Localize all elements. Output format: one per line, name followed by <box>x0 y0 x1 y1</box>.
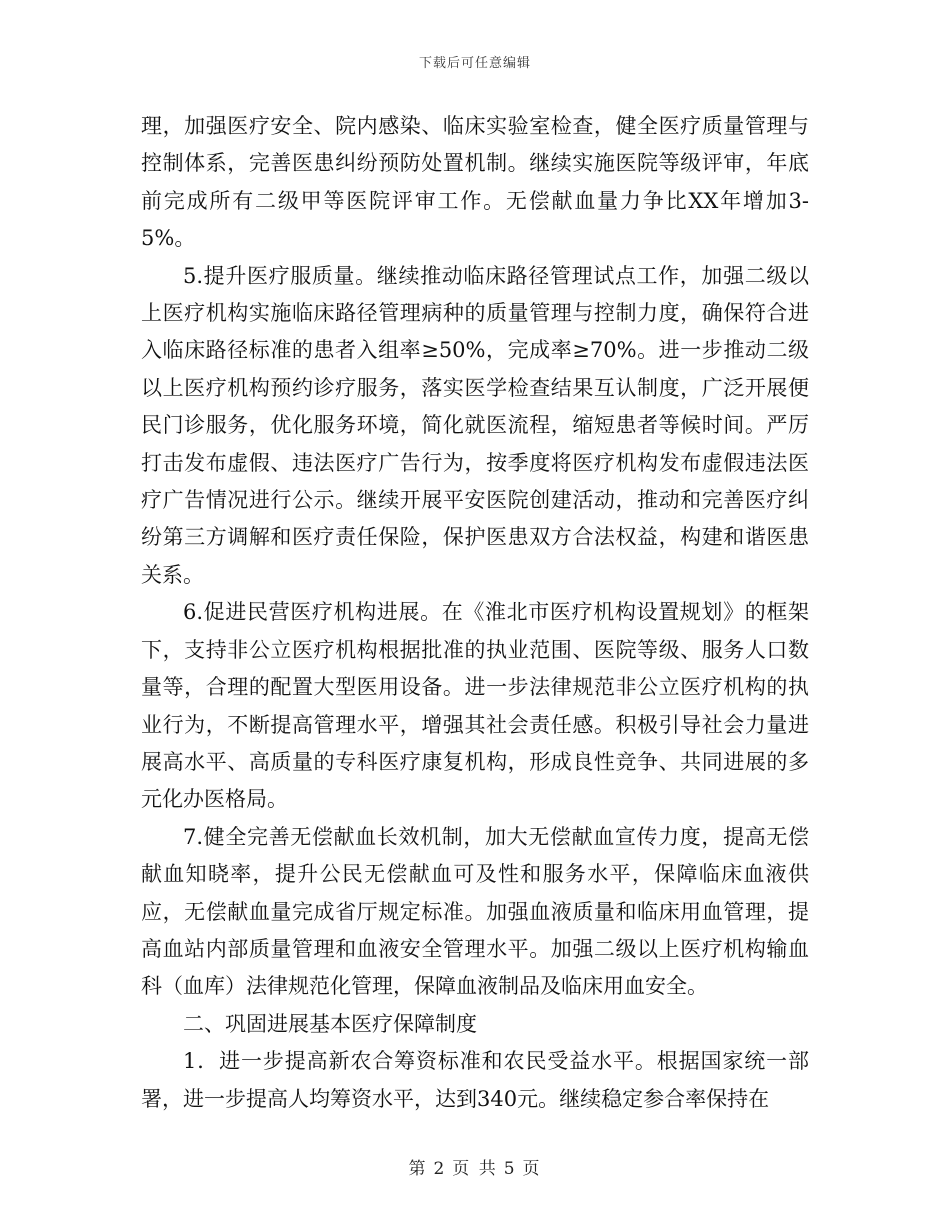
current-page-number: 2 <box>433 1159 447 1179</box>
page-footer <box>0 1154 950 1179</box>
total-page-number: 5 <box>503 1159 517 1179</box>
paragraph-item-5: 5.提升医疗服质量。继续推动临床路径管理试点工作，加强二级以上医疗机构实施临床路径管理病种的质量管理与控制力度，确保符合进入临床路径标准的患者入组率≥50%，完成率≥70%。进一步推动二级以上医疗机构预约诊疗服务，落实医学检查结果互认制度，广泛开展便民门诊服务，优化服务环境，简化就医流程，缩短患者等候时间。严厉打击发布虚假、违法医疗广告行为，按季度将医疗机构发布虚假违法医疗广告情况进行公示。继续开展平安医院创建活动，推动和完善医疗纠纷第三方调解和医疗责任保险，保护医患双方合法权益，构建和谐医患关系。 <box>141 263 809 587</box>
footer-prefix: 第 <box>408 1159 428 1179</box>
footer-middle: 页 共 <box>452 1159 498 1179</box>
section-heading: 二、巩固进展基本医疗保障制度 <box>183 1011 477 1036</box>
page-header: 下载后可任意编辑 <box>418 56 531 71</box>
paragraph-item-7: 7.健全完善无偿献血长效机制，加大无偿献血宣传力度，提高无偿献血知晓率，提升公民无偿献血可及性和服务水平，保障临床血液供应，无偿献血量完成省厅规定标准。加强血液质量和临床用血管理，提高血站内部质量管理和血液安全管理水平。加强二级以上医疗机构输血科（血库）法律规范化管理，保障血液制品及临床用血安全。 <box>141 824 809 999</box>
document-body <box>141 108 809 1118</box>
paragraph-item-1: 1．进一步提高新农合筹资标准和农民受益水平。根据国家统一部署，进一步提高人均筹资水平，达到340元。继续稳定参合率保持在 <box>141 1049 809 1111</box>
paragraph-item-6: 6.促进民营医疗机构进展。在《淮北市医疗机构设置规划》的框架下，支持非公立医疗机构根据批准的执业范围、医院等级、服务人口数量等，合理的配置大型医用设备。进一步法律规范非公立医疗机构的执业行为，不断提高管理水平，增强其社会责任感。积极引导社会力量进展高水平、高质量的专科医疗康复机构，形成良性竞争、共同进展的多元化办医格局。 <box>141 600 809 812</box>
footer-suffix: 页 <box>522 1159 542 1179</box>
paragraph-continuation: 理，加强医疗安全、院内感染、临床实验室检查，健全医疗质量管理与控制体系，完善医患纠纷预防处置机制。继续实施医院等级评审，年底前完成所有二级甲等医院评审工作。无偿献血量力争比XX年增加3-5%。 <box>141 114 809 251</box>
